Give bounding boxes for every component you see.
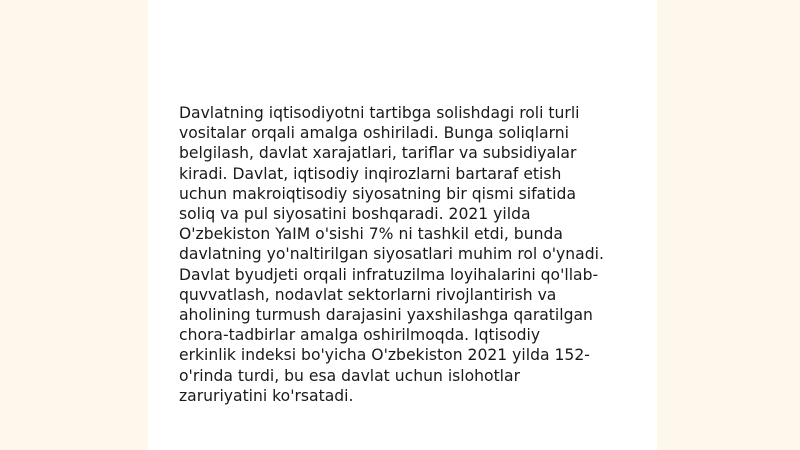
- body-paragraph: Davlatning iqtisodiyotni tartibga solishdagi roli turli vositalar orqali amalga oshiriladi. Bunga soliqlarni belgilash, davlat xarajatlari, tariflar va subsidiyalar kiradi. Davlat, iqtisodiy inqirozlarni bartaraf etish uchun makroiqtisodiy siyosatning bir qismi sifatida soliq va pul siyosatini boshqaradi. 2021 yilda O'zbekiston YaIM o'sishi 7% ni tashkil etdi, bunda davlatning yo'naltirilgan siyosatlari muhim rol o'ynadi. Davlat byudjeti orqali infratuzilma loyihalarini qo'llab- quvvatlash, nodavlat sektorlarni rivojlantirish va aholining turmush darajasini yaxshilashga qaratilgan chora-tadbirlar amalga oshirilmoqda. Iqtisodiy erkinlik indeksi bo'yicha O'zbekiston 2021 yilda 152- o'rinda turdi, bu esa davlat uchun islohotlar zaruriyatini ko'rsatadi.: [179, 104, 604, 405]
- document-page: [148, 0, 657, 450]
